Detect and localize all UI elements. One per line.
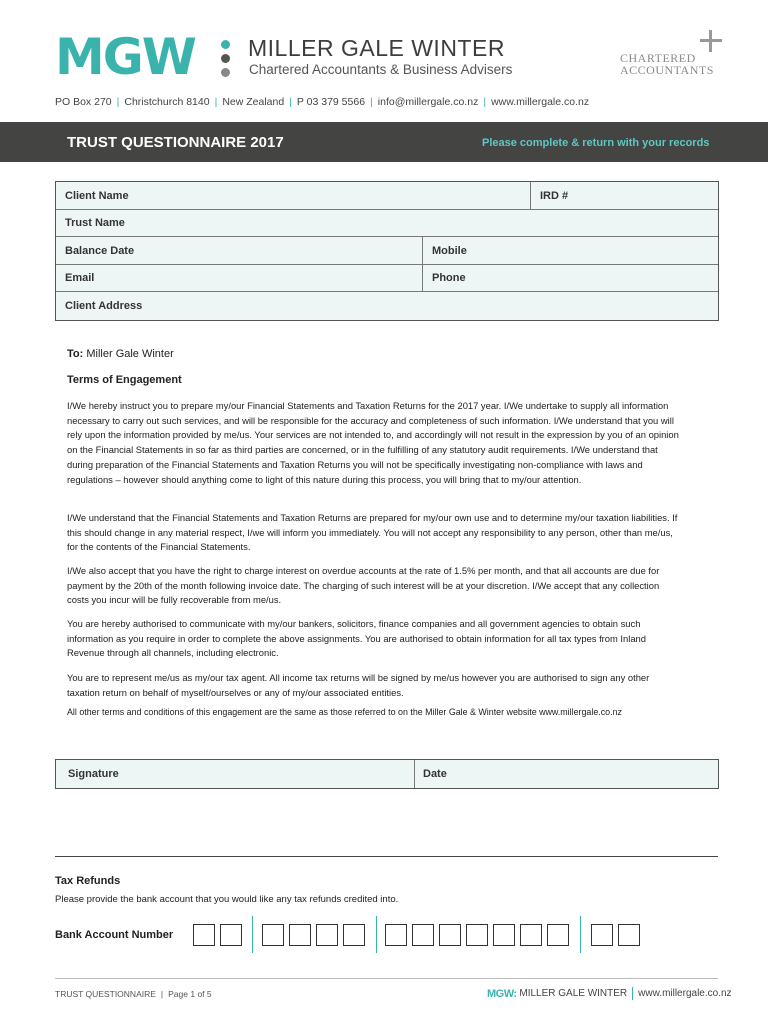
banner-note: Please complete & return with your records <box>482 137 710 149</box>
trust-name-label: Trust Name <box>65 217 125 229</box>
bank-digit-box[interactable] <box>439 924 461 946</box>
firm-subtitle: Chartered Accountants & Business Advisers <box>249 62 513 77</box>
bank-digit-box[interactable] <box>493 924 515 946</box>
footer-left: TRUST QUESTIONNAIRE | Page 1 of 5 <box>55 989 212 999</box>
to-label: To: <box>67 348 84 360</box>
ca-line-2: ACCOUNTANTS <box>620 63 714 77</box>
logo-dots <box>221 40 231 82</box>
form-row-email <box>56 265 718 292</box>
trust-name-field[interactable] <box>56 210 718 236</box>
contact-pobox: PO Box 270 <box>55 96 112 108</box>
tax-refunds-heading: Tax Refunds <box>55 875 121 887</box>
footer-doc-name: TRUST QUESTIONNAIRE <box>55 989 156 999</box>
bank-digit-box[interactable] <box>466 924 488 946</box>
bank-digit-box[interactable] <box>343 924 365 946</box>
ird-field[interactable] <box>531 182 718 209</box>
client-name-label: Client Name <box>65 189 129 202</box>
terms-paragraph-4: You are hereby authorised to communicate with my/our bankers, solicitors, finance companies and all government agencies to obtain such information as you require in order to complete the above assignments. You are authorised to obtain information for all tax types from Inland Revenue through all channels, including electronic. <box>67 618 646 659</box>
bank-group-divider <box>252 916 253 953</box>
bank-digit-box[interactable] <box>618 924 640 946</box>
footer-divider <box>55 978 718 979</box>
section-divider <box>55 856 718 857</box>
terms-paragraph-2: I/We understand that the Financial Statements and Taxation Returns are prepared for my/our own use and to determine my/our taxation liabilities. If this should change in any material respect, I/we will inform you immediately. You will not accept any responsibility to any person, other than me/us, for the contents of the Financial Statements. <box>67 512 678 553</box>
bank-digit-box[interactable] <box>385 924 407 946</box>
terms-paragraph-3: I/We also accept that you have the right to charge interest on overdue accounts at the rate of 1.5% per month, and that all accounts are due for payment by the 20th of the month following invoice date. The charging of such interest will be at your discretion. I/We accept that any collection costs you incur will be fully recoverable from me/us. <box>67 565 660 606</box>
footer-right <box>487 987 732 1000</box>
contact-website[interactable]: www.millergale.co.nz <box>491 96 590 108</box>
phone-label: Phone <box>432 272 466 284</box>
logo-mgw: MGW <box>55 28 195 86</box>
mobile-field[interactable] <box>423 237 718 264</box>
terms-heading: Terms of Engagement <box>67 374 182 386</box>
bank-digit-box[interactable] <box>289 924 311 946</box>
client-address-label: Client Address <box>65 299 143 312</box>
signature-form <box>55 759 719 789</box>
terms-paragraph-6: All other terms and conditions of this engagement are the same as those referred to on the Miller Gale & Winter website www.millergale.co.nz <box>67 707 622 717</box>
form-row-trust <box>56 210 718 237</box>
bank-digit-box[interactable] <box>316 924 338 946</box>
form-row-signature <box>56 760 718 788</box>
footer-mini-logo: MGW: <box>487 987 517 1000</box>
terms-paragraph-1: I/We hereby instruct you to prepare my/our Financial Statements and Taxation Returns for the 2017 year. I/We undertake to supply all information necessary to carry out such services, and will be responsible for the accuracy and completeness of such information. I/We understand that you will rely upon the information provided by me/us. Your services are not intended to, and accordingly will not result in the expression by you of an opinion on the Financial Statements in so far as third parties are concerned, or in the fulfilling of any statutory audit requirements. I/We understand that during preparation of the Financial Statements and Taxation Returns you will not be specifically investigating non-compliance with laws and regulations – however should anything come to light of this nature during this process, you will bring that to my/our attention. <box>67 400 679 485</box>
client-address-field[interactable] <box>56 292 718 319</box>
terms-paragraph-5: You are to represent me/us as my/our tax agent. All income tax returns will be signed by me/us however you are authorised to sign any other taxation return on behalf of myself/ourselves or any of my/our associated entities. <box>67 672 650 698</box>
contact-line: PO Box 270 | Christchurch 8140 | New Zealand | P 03 379 5566 | info@millergale.co.nz | www.millergale.co.nz <box>55 96 590 108</box>
bank-digit-box[interactable] <box>262 924 284 946</box>
bank-digit-box[interactable] <box>520 924 542 946</box>
bank-digit-box[interactable] <box>591 924 613 946</box>
contact-phone: P 03 379 5566 <box>296 96 366 108</box>
form-row-balance <box>56 237 718 265</box>
bank-digit-box[interactable] <box>412 924 434 946</box>
client-details-form <box>55 181 719 321</box>
date-label: Date <box>423 768 447 780</box>
footer-page-number: Page 1 of 5 <box>168 989 212 999</box>
email-field[interactable] <box>56 265 425 291</box>
phone-field[interactable] <box>423 265 718 291</box>
form-row-client <box>56 182 718 210</box>
bank-account-label: Bank Account Number <box>55 929 174 941</box>
contact-country: New Zealand <box>222 96 285 108</box>
bank-digit-box[interactable] <box>547 924 569 946</box>
footer-website[interactable]: www.millergale.co.nz <box>638 988 732 999</box>
ca-line-1: CHARTERED <box>620 51 696 65</box>
form-row-address <box>56 292 718 319</box>
signature-field[interactable] <box>59 760 418 788</box>
contact-email[interactable]: info@millergale.co.nz <box>377 96 479 108</box>
to-line <box>67 348 174 360</box>
client-name-field[interactable] <box>56 182 535 209</box>
signature-label: Signature <box>68 768 119 780</box>
bank-group-divider <box>580 916 581 953</box>
ird-label: IRD # <box>540 189 569 202</box>
balance-date-label: Balance Date <box>65 244 135 257</box>
to-value: Miller Gale Winter <box>86 348 174 360</box>
email-label: Email <box>65 272 95 284</box>
balance-date-field[interactable] <box>56 237 425 264</box>
chartered-accountants-mark <box>620 52 714 76</box>
bank-digit-box[interactable] <box>193 924 215 946</box>
firm-name: MILLER GALE WINTER <box>248 35 505 61</box>
bank-group-divider <box>376 916 377 953</box>
document-title: TRUST QUESTIONNAIRE 2017 <box>67 134 284 151</box>
footer-firm-name: MILLER GALE WINTER <box>519 988 628 999</box>
date-field[interactable] <box>414 760 718 788</box>
mobile-label: Mobile <box>432 244 467 257</box>
tax-refunds-instruction: Please provide the bank account that you would like any tax refunds credited into. <box>55 894 399 905</box>
contact-city: Christchurch 8140 <box>124 96 210 108</box>
bank-digit-box[interactable] <box>220 924 242 946</box>
plus-cross-icon <box>700 30 722 52</box>
